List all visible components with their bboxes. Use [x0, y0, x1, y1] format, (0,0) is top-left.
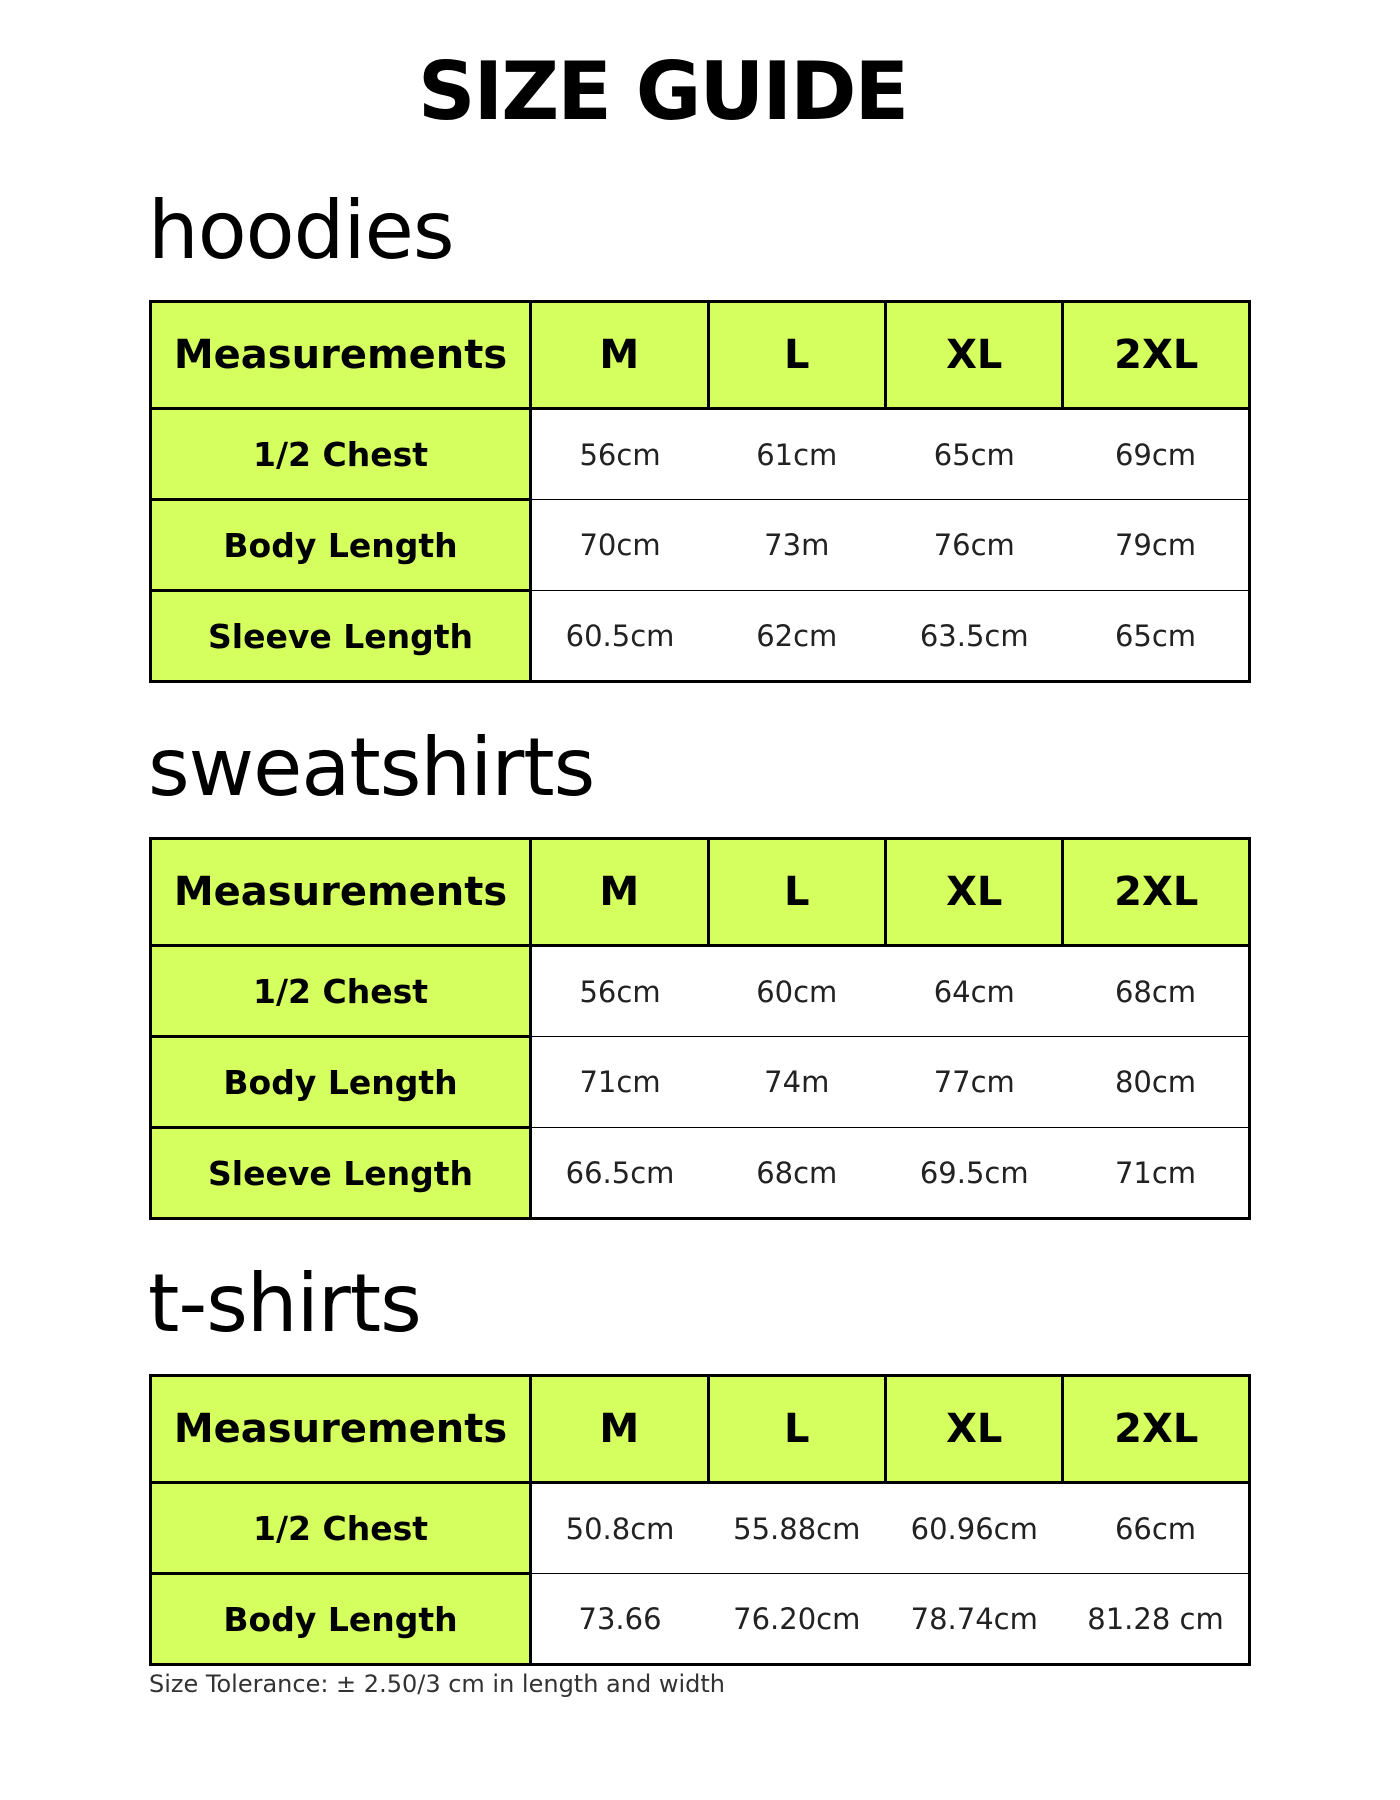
table-cell: 55.88cm — [708, 1483, 885, 1574]
table-cell: 56cm — [531, 946, 708, 1037]
table-row — [151, 591, 1250, 682]
table-cell: 66.5cm — [565, 1155, 675, 1190]
table-cell: 71cm — [531, 1037, 708, 1128]
table-cell: 61cm — [708, 409, 885, 500]
table-row — [151, 946, 1250, 1037]
header-size-l: L — [708, 302, 885, 409]
row-label: Body Length — [151, 1037, 531, 1128]
header-size-xl: XL — [886, 839, 1063, 946]
page-title: SIZE GUIDE — [417, 45, 908, 138]
table-cell: 69.5cm — [919, 1155, 1029, 1190]
table-cell: 68cm — [1063, 946, 1250, 1037]
header-size-l: L — [708, 1376, 885, 1483]
table-cell: 64cm — [886, 946, 1063, 1037]
row-label: Sleeve Length — [151, 1128, 531, 1219]
table-cell: 50.8cm — [531, 1483, 708, 1574]
table-cell: 77cm — [886, 1037, 1063, 1128]
table-row — [151, 1574, 1250, 1665]
table-row — [151, 1128, 1250, 1219]
table-cell: 71cm — [1114, 1155, 1197, 1190]
header-size-2xl: 2XL — [1063, 302, 1250, 409]
size-tolerance-note: Size Tolerance: ± 2.50/3 cm in length and width — [149, 1670, 725, 1698]
table-cell: 76cm — [886, 500, 1063, 591]
table-cell: 60cm — [708, 946, 885, 1037]
sweatshirts-section-title: sweatshirts — [148, 721, 595, 814]
table-cell: 73m — [708, 500, 885, 591]
table-cell: 78.74cm — [910, 1601, 1038, 1636]
table-cell: 66cm — [1063, 1483, 1250, 1574]
table-row — [151, 500, 1250, 591]
header-measurements: Measurements — [151, 1376, 531, 1483]
table-cell: 62cm — [756, 618, 838, 653]
header-size-m: M — [531, 839, 708, 946]
table-row — [151, 1037, 1250, 1128]
row-label: 1/2 Chest — [151, 409, 531, 500]
table-cell: 74m — [708, 1037, 885, 1128]
table-cell: 73.66 — [578, 1601, 662, 1636]
sweatshirts-size-table — [149, 837, 1251, 1220]
hoodies-section-title: hoodies — [148, 184, 454, 277]
header-size-xl: XL — [886, 1376, 1063, 1483]
tshirts-size-table — [149, 1374, 1251, 1666]
table-header-row — [151, 839, 1250, 946]
row-label: Body Length — [151, 500, 531, 591]
header-size-2xl: 2XL — [1063, 839, 1250, 946]
header-size-l: L — [708, 839, 885, 946]
table-cell: 56cm — [531, 409, 708, 500]
table-header-row — [151, 1376, 1250, 1483]
table-cell: 65cm — [1114, 618, 1197, 653]
header-size-m: M — [531, 1376, 708, 1483]
hoodies-size-table — [149, 300, 1251, 683]
table-cell: 65cm — [886, 409, 1063, 500]
table-cell: 81.28 cm — [1087, 1601, 1224, 1636]
table-cell: 70cm — [531, 500, 708, 591]
table-cell: 80cm — [1063, 1037, 1250, 1128]
header-size-m: M — [531, 302, 708, 409]
row-label: 1/2 Chest — [151, 1483, 531, 1574]
row-label: Sleeve Length — [151, 591, 531, 682]
table-cell: 60.5cm — [565, 618, 675, 653]
table-cell: 69cm — [1063, 409, 1250, 500]
table-row — [151, 409, 1250, 500]
table-cell: 60.96cm — [886, 1483, 1063, 1574]
table-cell: 63.5cm — [919, 618, 1029, 653]
header-measurements: Measurements — [151, 302, 531, 409]
table-cell: 76.20cm — [733, 1601, 861, 1636]
tshirts-section-title: t-shirts — [148, 1257, 421, 1350]
row-label: Body Length — [151, 1574, 531, 1665]
table-row — [151, 1483, 1250, 1574]
table-header-row — [151, 302, 1250, 409]
table-cell: 79cm — [1063, 500, 1250, 591]
header-measurements: Measurements — [151, 839, 531, 946]
table-cell: 68cm — [756, 1155, 838, 1190]
header-size-2xl: 2XL — [1063, 1376, 1250, 1483]
header-size-xl: XL — [886, 302, 1063, 409]
row-label: 1/2 Chest — [151, 946, 531, 1037]
